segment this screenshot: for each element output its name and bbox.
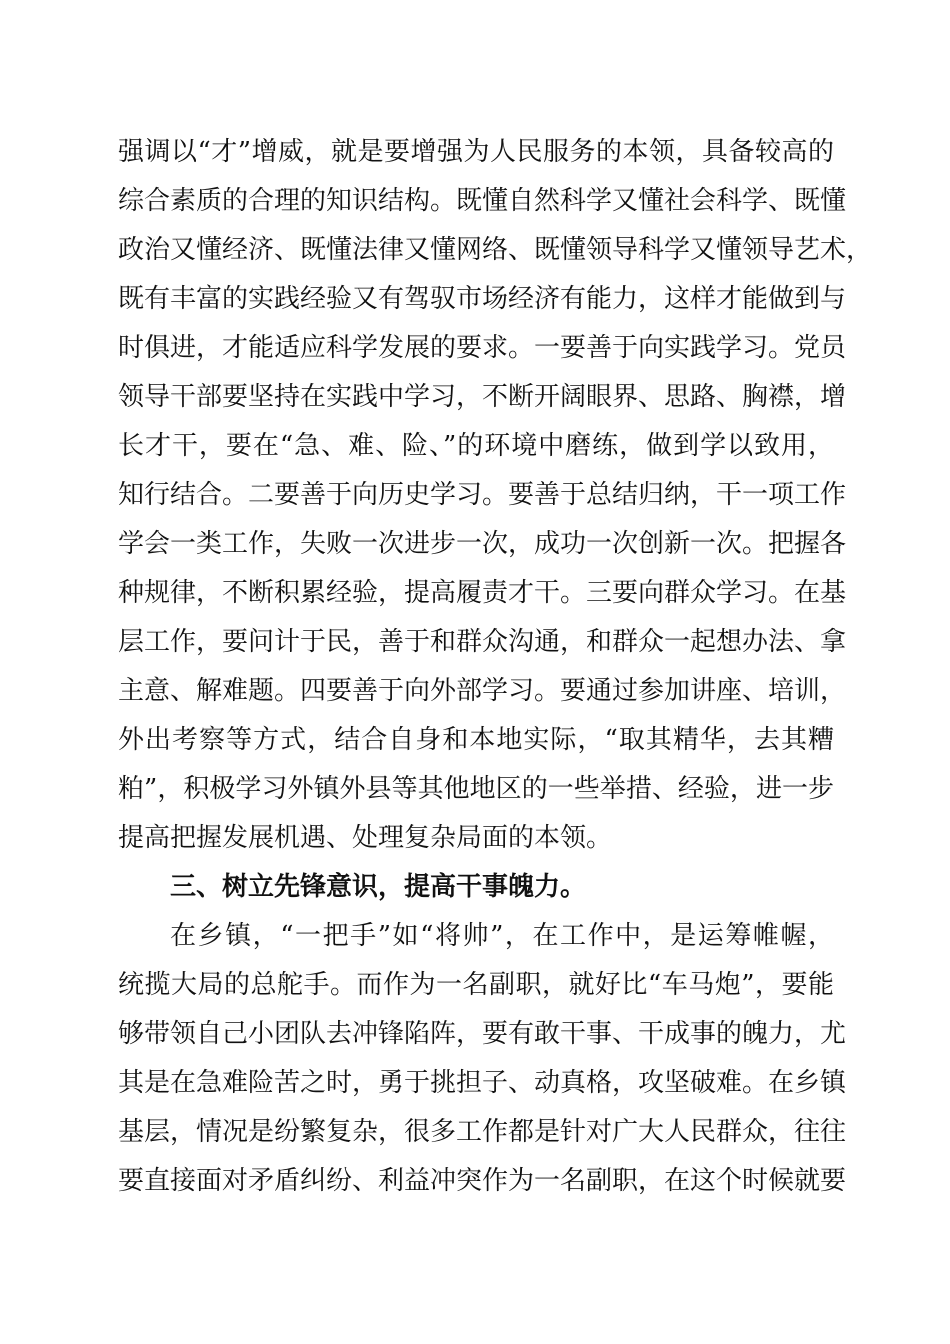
text-line: 其是在急难险苦之时，勇于挑担子、动真格，攻坚破难。在乡镇: [118, 1068, 847, 1098]
text-line: 粕”，积极学习外镇外县等其他地区的一些举措、经验，进一步: [118, 774, 834, 804]
paragraph-1: [118, 128, 873, 863]
text-line: 主意、解难题。四要善于向外部学习。要通过参加讲座、培训，: [118, 676, 847, 706]
document-body: [118, 128, 873, 1206]
text-line: 外出考察等方式，结合自身和本地实际，“取其精华，去其糟: [118, 725, 834, 755]
text-line: 层工作，要问计于民，善于和群众沟通，和群众一起想办法、拿: [118, 627, 847, 657]
text-line: 在乡镇，“一把手”如“将帅”，在工作中，是运筹帷幄，: [170, 921, 834, 951]
text-line: 学会一类工作，失败一次进步一次，成功一次创新一次。把握各: [118, 529, 847, 559]
section-heading: 三、树立先锋意识，提高干事魄力。: [170, 872, 587, 902]
text-line: 统揽大局的总舵手。而作为一名副职，就好比“车马炮”，要能: [118, 970, 834, 1000]
text-line: 时俱进，才能适应科学发展的要求。一要善于向实践学习。党员: [118, 333, 847, 363]
text-line: 够带领自己小团队去冲锋陷阵，要有敢干事、干成事的魄力，尤: [118, 1019, 847, 1049]
paragraph-2: [118, 912, 847, 1206]
text-line: 基层，情况是纷繁复杂，很多工作都是针对广大人民群众，往往: [118, 1117, 847, 1147]
text-line: 既有丰富的实践经验又有驾驭市场经济有能力，这样才能做到与: [118, 284, 847, 314]
text-line: 综合素质的合理的知识结构。既懂自然科学又懂社会科学、既懂: [118, 186, 847, 216]
text-line: 长才干，要在“急、难、险、”的环境中磨练，做到学以致用，: [118, 431, 834, 461]
text-line: 政治又懂经济、既懂法律又懂网络、既懂领导科学又懂领导艺术，: [118, 235, 873, 265]
text-line: 提高把握发展机遇、处理复杂局面的本领。: [118, 823, 613, 853]
text-line: 强调以“才”增威，就是要增强为人民服务的本领，具备较高的: [118, 137, 834, 167]
text-line: 知行结合。二要善于向历史学习。要善于总结归纳，干一项工作: [118, 480, 847, 510]
text-line: 种规律，不断积累经验，提高履责才干。三要向群众学习。在基: [118, 578, 847, 608]
text-line: 要直接面对矛盾纠纷、利益冲突作为一名副职，在这个时候就要: [118, 1166, 847, 1196]
text-line: 领导干部要坚持在实践中学习，不断开阔眼界、思路、胸襟，增: [118, 382, 847, 412]
